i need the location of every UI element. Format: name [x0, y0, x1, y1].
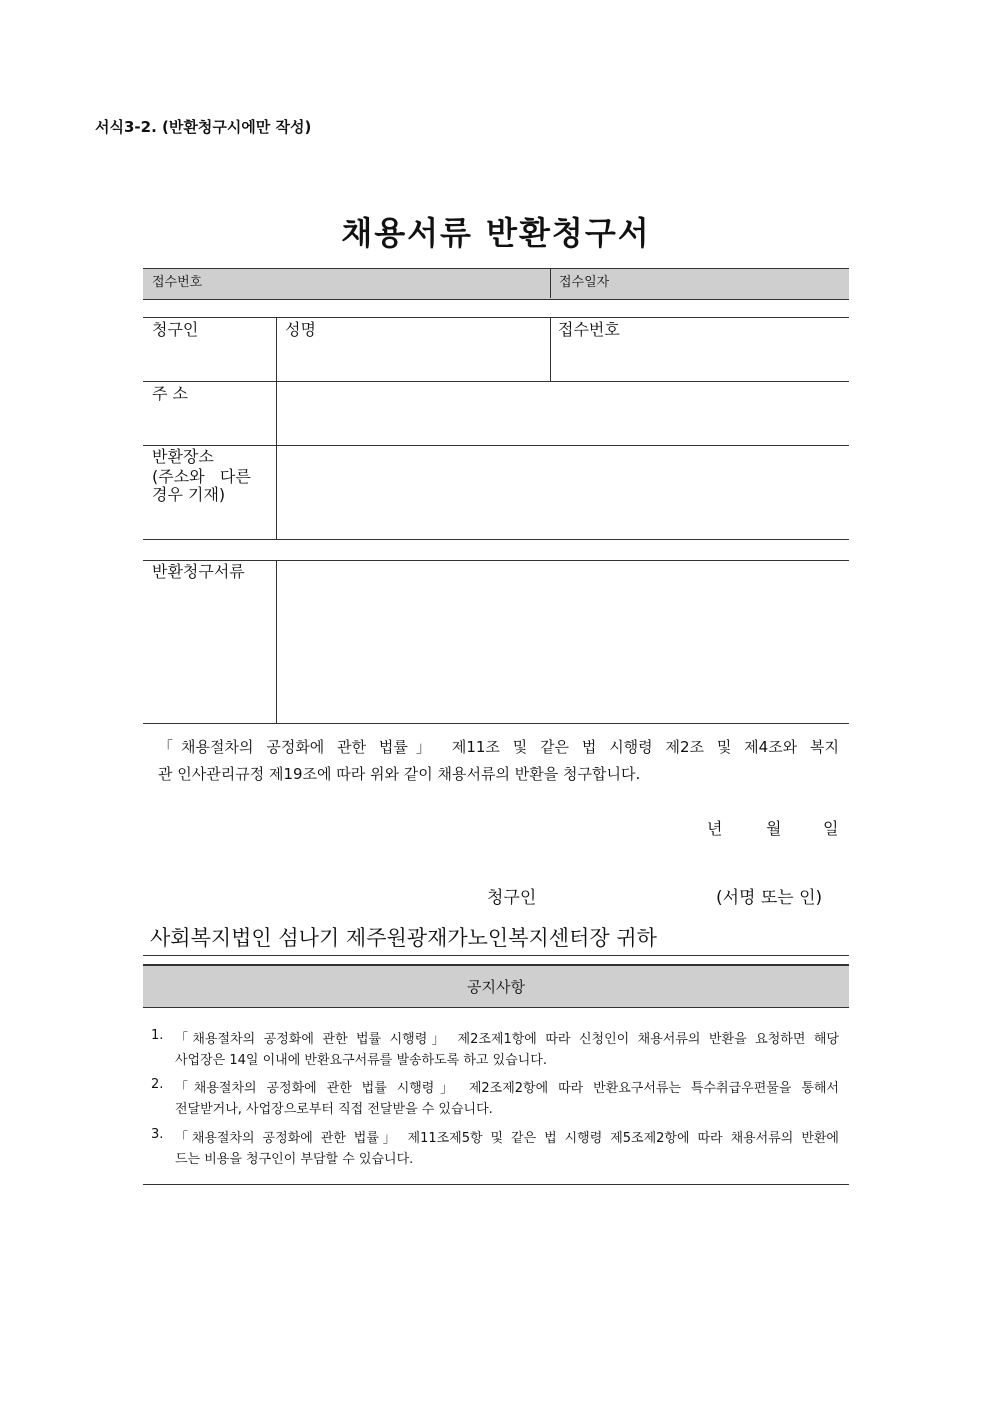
table-column-divider [276, 317, 277, 539]
notice-item-line: 드는 비용을 청구인이 부담할 수 있습니다. [175, 1152, 414, 1167]
document-title: 채용서류 반환청구서 [341, 214, 651, 252]
table-top-border [143, 317, 849, 318]
documents-label: 반환청구서류 [152, 562, 245, 581]
address-label: 주 소 [152, 384, 188, 403]
notice-item-line: 「채용절차의 공정화에 관한 법률 시행령」 제2조제2항에 따라 반환요구서류는 특수취급우편물을 통해서 [175, 1081, 839, 1096]
statement-line-1: 「채용절차의 공정화에 관한 법률」 제11조 및 같은 법 시행령 제2조 및 제4조와 복지 [158, 738, 839, 756]
table-column-divider [550, 317, 551, 381]
notice-item-line: 「채용절차의 공정화에 관한 법률」 제11조제5항 및 같은 법 시행령 제5조제2항에 따라 채용서류의 반환에 [175, 1131, 839, 1146]
notice-bottom-border [143, 1184, 849, 1185]
table-row-divider [143, 445, 849, 446]
receipt-number-label: 접수번호 [152, 275, 203, 290]
claimant-label: 청구인 [152, 320, 199, 339]
date-month-label: 월 [766, 819, 782, 838]
return-place-label: 반환장소 [152, 447, 214, 466]
receipt-date-label: 접수일자 [559, 275, 610, 290]
notice-item-number: 3. [151, 1127, 164, 1142]
notice-item-number: 1. [151, 1028, 164, 1043]
notice-divider [143, 955, 849, 956]
name-field-label: 성명 [285, 320, 316, 339]
receipt-bar-divider [550, 268, 551, 298]
receipt-number-field-label: 접수번호 [558, 320, 620, 339]
addressee: 사회복지법인 섬나기 제주원광재가노인복지센터장 귀하 [150, 926, 657, 950]
date-year-label: 년 [707, 819, 723, 838]
table-row-divider [143, 381, 849, 382]
form-code: 서식3-2. (반환청구시에만 작성) [95, 118, 312, 136]
documents-column-divider [276, 560, 277, 723]
notice-item-number: 2. [151, 1077, 164, 1092]
receipt-bar [143, 268, 849, 300]
documents-bottom-border [143, 723, 849, 724]
statement-line-2: 관 인사관리규정 제19조에 따라 위와 같이 채용서류의 반환을 청구합니다. [158, 765, 641, 783]
return-place-note: (주소와 다른 [152, 467, 251, 486]
return-place-note-cont: 경우 기재) [152, 485, 226, 504]
notice-item-line: 전달받거나, 사업장으로부터 직접 전달받을 수 있습니다. [175, 1102, 493, 1117]
signature-claimant-label: 청구인 [487, 888, 537, 908]
notice-item-line: 사업장은 14일 이내에 반환요구서류를 발송하도록 하고 있습니다. [175, 1053, 547, 1068]
date-day-label: 일 [823, 819, 839, 838]
documents-top-border [143, 560, 849, 561]
table-bottom-border [143, 539, 849, 540]
signature-note: (서명 또는 인) [716, 888, 823, 908]
notice-title: 공지사항 [467, 978, 525, 996]
notice-item-line: 「채용절차의 공정화에 관한 법률 시행령」 제2조제1항에 따라 신청인이 채용서류의 반환을 요청하면 해당 [175, 1032, 839, 1047]
